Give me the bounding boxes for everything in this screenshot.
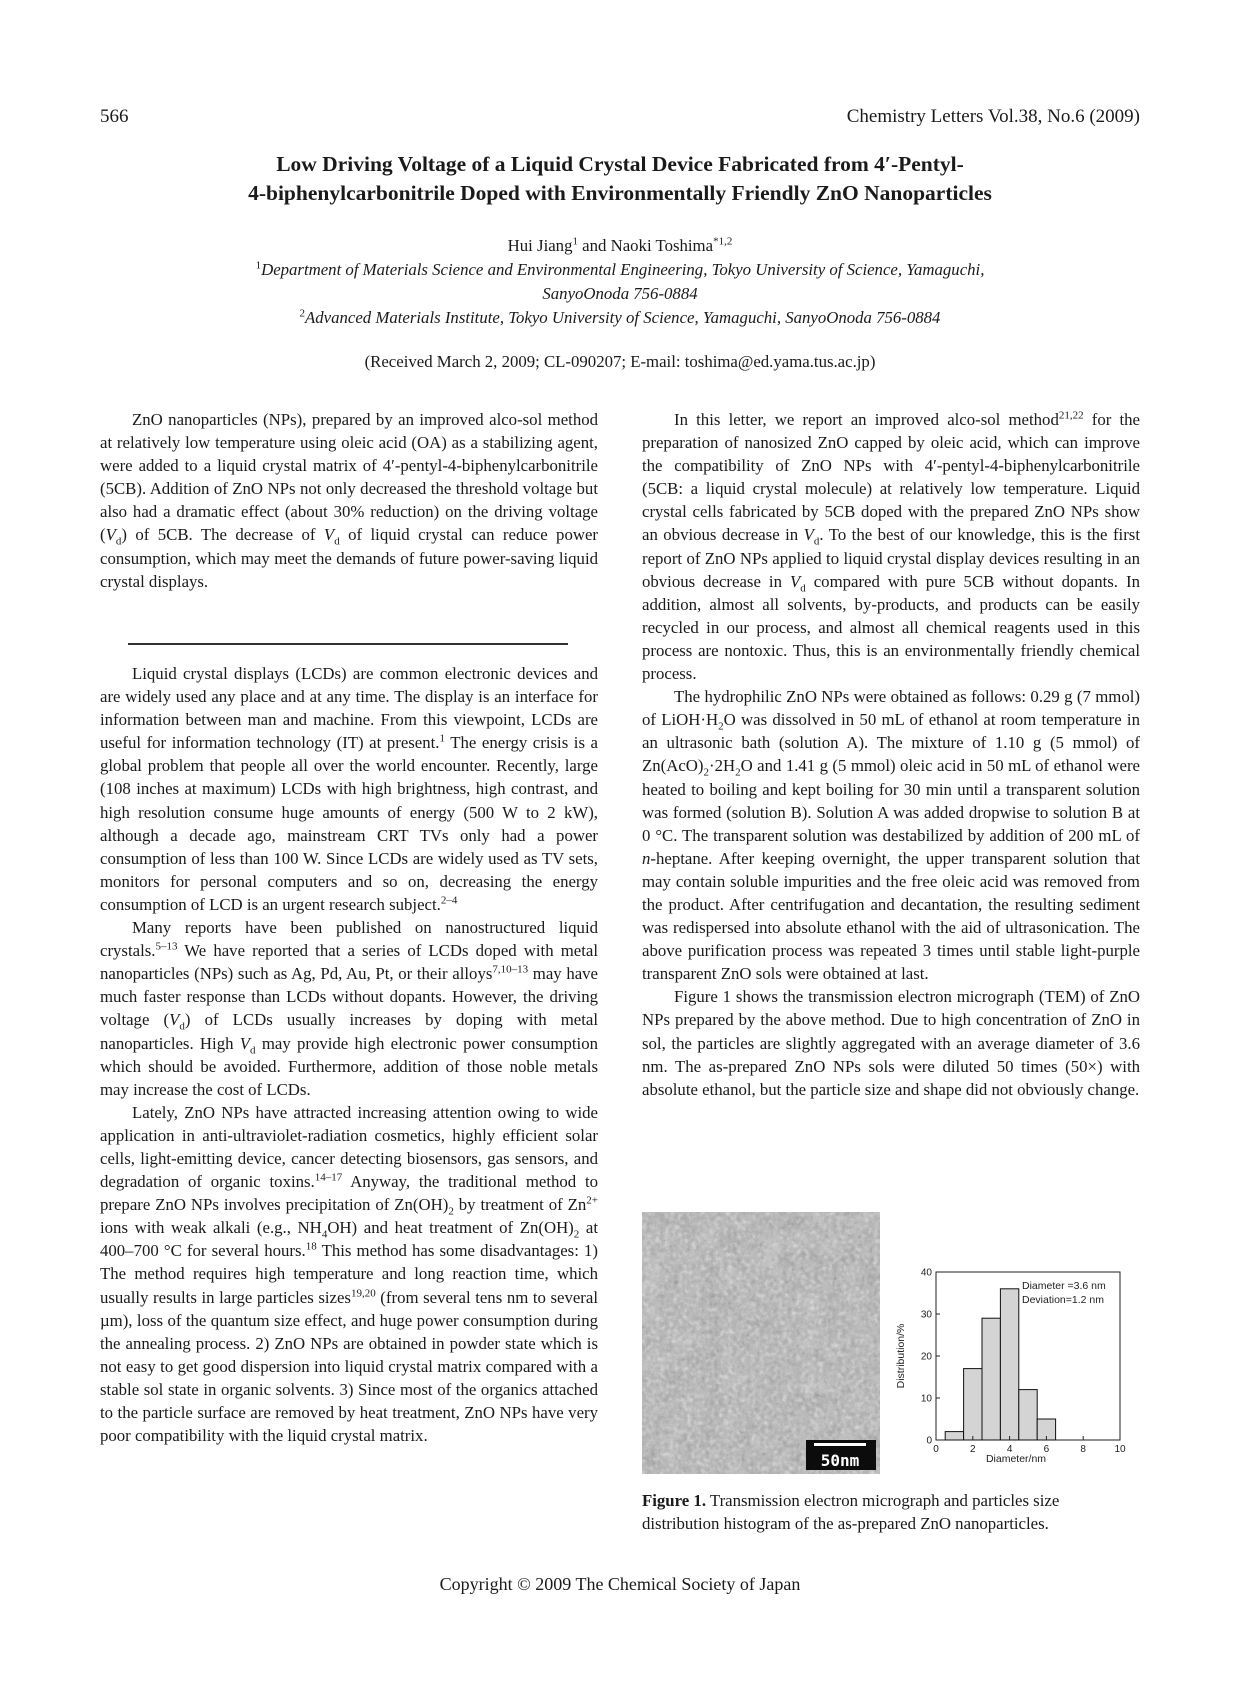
histogram-bar [964,1369,982,1440]
affiliation-1-line1: Department of Materials Science and Environmental Engineering, Tokyo University of Science, Yamaguchi, [261,260,985,279]
text: at 400–700 °C for several hours. [100,1218,599,1261]
article-title [100,150,1140,208]
affiliation-1 [100,258,1140,306]
journal-header: Chemistry Letters Vol.38, No.6 (2009) [846,106,1140,127]
y-axis-label: Distribution/% [895,1323,907,1389]
right-column [642,408,1140,1101]
citation: 19,20 [350,1286,376,1299]
vd-subscript: d [179,1020,185,1033]
x-tick-label: 10 [1114,1444,1126,1455]
text: Liquid crystal displays (LCDs) are common electronic devices and are widely used any place and at any time. The display is an interface for information between man and machine. From this viewpoint, LCDs are useful for information technology (IT) at present. [100,664,598,753]
text: compared with pure 5CB without dopants. In addition, almost all solvents, by-products, and products can be easily recycled in our process, and almost all chemical reagents used in this process are nontoxic. Thus, this is an environmentally friendly chemical process. [642,571,1140,684]
vd-subscript: d [813,535,820,548]
text: for the preparation of nanosized ZnO capped by oleic acid, which can improve the compatibility of ZnO NPs with 4′-pentyl-4-biphenylcarbonitrile (5CB: a liquid crystal molecule) at relatively low temperature. Liquid crystal cells fabricated by 5CB doped with the prepared ZnO NPs show an obvious decrease in [642,410,1141,545]
citation: 2–4 [440,894,458,907]
author-2-affil: *1,2 [713,235,733,248]
paragraph-nanostructured [100,916,598,1101]
text: The hydrophilic ZnO NPs were obtained as follows: 0.29 g (7 mmol) of LiOH·H [642,687,1140,730]
subscript: 2 [448,1205,454,1218]
received-line: (Received March 2, 2009; CL-090207; E-mail: toshima@ed.yama.tus.ac.jp) [364,352,876,371]
author-1-affil: 1 [572,235,578,248]
italic-n: n [642,848,651,868]
text: may have much faster response than LCDs without dopants. However, the driving voltage ( [100,964,598,1030]
x-tick-label: 8 [1080,1444,1086,1455]
subscript: 2 [573,1228,580,1241]
text: ions with weak alkali (e.g., NH [100,1218,322,1238]
text: by treatment of Zn [453,1195,587,1215]
paragraph-zno [100,1101,598,1447]
abstract [100,408,598,593]
author-2: Naoki Toshima [610,236,714,255]
abstract-text-2: ) of 5CB. The decrease of [121,525,324,545]
figure-caption-text: Transmission electron micrograph and particles size distribution histogram of the as-prepared ZnO nanoparticles. [642,1491,1060,1533]
tem-micrograph [642,1212,880,1474]
paragraph-lcd-intro [100,662,598,916]
figure-caption [642,1489,1140,1535]
size-distribution-chart [890,1262,1138,1474]
paragraph-tem: Figure 1 shows the transmission electron micrograph (TEM) of ZnO NPs prepared by the above method. Due to high concentration of ZnO in sol, the particles are slightly aggregated with an average diameter of 3.6 nm. The as-prepared ZnO NPs sols were diluted 50 times (50×) with absolute ethanol, but the particle size and shape did not obviously change. [642,987,1140,1099]
subscript: 2 [718,720,724,733]
text: OH) and heat treatment of Zn(OH) [327,1218,574,1238]
y-tick-label: 30 [920,1309,932,1321]
histogram-bar [982,1318,1000,1440]
affiliation-1-mark: 1 [255,259,262,272]
text: Many reports have been published on nanostructured liquid crystals. [100,918,598,961]
histogram-bar [1019,1390,1037,1440]
y-tick-label: 10 [920,1393,932,1405]
title-line-2: 4-biphenylcarbonitrile Doped with Environmentally Friendly ZnO Nanoparticles [248,181,992,205]
chart-annotation: Deviation=1.2 nm [1022,1294,1105,1306]
text: Lately, ZnO NPs have attracted increasing attention owing to wide application in anti-ultraviolet-radiation cosmetics, highly efficient solar cells, light-emitting device, cancer detecting biosensors, gas sensors, and degradation of organic toxins. [100,1102,598,1192]
copyright-footer: Copyright © 2009 The Chemical Society of Japan [439,1574,801,1594]
text: In this letter, we report an improved alco-sol method [674,410,1059,429]
x-tick-label: 6 [1043,1444,1050,1455]
text: Anyway, the traditional method to prepare ZnO NPs involves precipitation of Zn(OH) [100,1172,599,1215]
abstract-divider [128,643,568,645]
text: O was dissolved in 50 mL of ethanol at room temperature in an ultrasonic bath (solution A). The mixture of 1.10 g (5 mmol) of Zn(AcO) [642,710,1140,776]
vd-subscript: d [115,535,122,548]
page-number: 566 [100,106,129,127]
title-line-1: Low Driving Voltage of a Liquid Crystal Device Fabricated from 4′-Pentyl- [276,152,964,176]
text: This method has some disadvantages: 1) The method requires high temperature and long reaction time, which usually results in large particles sizes [100,1241,598,1307]
figure-label: Figure 1. [642,1491,707,1510]
vd-symbol: V [803,525,814,545]
vd-symbol: V [105,525,116,545]
subscript: 2 [735,766,741,779]
citation: 1 [439,732,445,745]
text: (from several tens nm to several µm), loss of the quantum size effect, and huge power consumption during the annealing process. 2) ZnO NPs are obtained in powder state which is not easy to get good dispersion into liquid crystal matrix compared with a stable sol state in organic solvents. 3) Since most of the organics attached to the particle surface are removed by heat treatment, ZnO NPs have very poor compatibility with the liquid crystal matrix. [100,1287,598,1446]
citation: 21,22 [1058,409,1084,422]
text: O and 1.41 g (5 mmol) oleic acid in 50 mL of ethanol were heated to boiling and kept boiling for 30 min until a transparent solution was formed (solution B). Solution A was added dropwise to solution B at 0 °C. The transparent solution was destabilized by addition of 200 mL of [642,756,1140,845]
vd-symbol: V [323,525,335,545]
y-tick-label: 0 [926,1435,932,1447]
x-axis-label: Diameter/nm [985,1453,1047,1465]
text: . To the best of our knowledge, this is the first report of ZnO NPs applied to liquid crystal display devices resulting in an obvious decrease in [642,525,1140,591]
text: The energy crisis is a global problem that people all over the world encounter. Recently, large (108 inches at maximum) LCDs with high brightness, high contrast, and high resolution consume huge amounts of energy (500 W to 2 kW), although a decade ago, mainstream CRT TVs only had a power consumption of less than 100 W. Since LCDs are widely used as TV sets, monitors for personal computers and so on, decreasing the energy consumption of LCD is an urgent research subject. [100,733,598,914]
affiliation-1-line2: SanyoOnoda 756-0884 [542,284,698,303]
citation: 7,10–13 [492,963,529,976]
histogram-bar [945,1432,963,1440]
vd-subscript: d [250,1043,256,1056]
x-tick-label: 4 [1006,1444,1013,1455]
vd-symbol: V [789,571,801,591]
chart-annotation: Diameter =3.6 nm [1022,1280,1106,1292]
y-tick-label: 20 [920,1351,932,1363]
vd-subscript: d [334,535,340,548]
citation: 18 [305,1240,317,1253]
text: may provide high electronic power consumption which should be avoided. Furthermore, addition of those noble metals may increase the cost of LCDs. [100,1033,598,1099]
citation: 14–17 [314,1171,343,1184]
abstract-text-1: ZnO nanoparticles (NPs), prepared by an improved alco-sol method at relatively low temperature using oleic acid (OA) as a stabilizing agent, were added to a liquid crystal matrix of 4′-pentyl-4-biphenylcarbonitrile (5CB). Addition of ZnO NPs not only decreased the threshold voltage but also had a dramatic effect (about 30% reduction) on the driving voltage ( [100,410,598,545]
scale-bar-label: 50nm [820,1451,860,1470]
vd-subscript: d [800,582,806,595]
x-tick-label: 2 [970,1444,976,1455]
vd-symbol: V [169,1010,180,1030]
left-column [100,662,598,1447]
author-1: Hui Jiang [507,236,573,255]
subscript: 4 [321,1228,328,1241]
affiliation-2-mark: 2 [299,307,306,320]
charge: 2+ [586,1194,598,1207]
paragraph-preparation [642,685,1140,985]
affiliation-2 [100,306,1140,330]
vd-symbol: V [239,1033,251,1053]
text: -heptane. After keeping overnight, the upper transparent solution that may contain soluble impurities and the free oleic acid was removed from the product. After centrifugation and decantation, the resulting sediment was redispersed into absolute ethanol with the aid of ultrasonication. The above purification process was repeated 3 times until stable light-purple transparent ZnO sols were obtained at last. [642,848,1140,984]
citation: 5–13 [155,940,178,953]
authors [100,234,1140,258]
text: We have reported that a series of LCDs doped with metal nanoparticles (NPs) such as Ag, Pd, Au, Pt, or their alloys [100,941,598,984]
affiliation-2-text: Advanced Materials Institute, Tokyo University of Science, Yamaguchi, SanyoOnoda 756-0884 [305,308,941,327]
abstract-text-3: of liquid crystal can reduce power consumption, which may meet the demands of future power-saving liquid crystal displays. [100,525,598,591]
author-conjunction: and [577,236,611,255]
subscript: 2 [703,766,710,779]
y-tick-label: 40 [920,1267,932,1279]
text: ·2H [709,756,736,776]
histogram-bar [1000,1289,1018,1440]
paragraph-this-letter [642,408,1140,685]
scale-bar [814,1443,866,1446]
x-tick-label: 0 [933,1444,939,1455]
text: ) of LCDs usually increases by doping with metal nanoparticles. High [100,1010,598,1053]
